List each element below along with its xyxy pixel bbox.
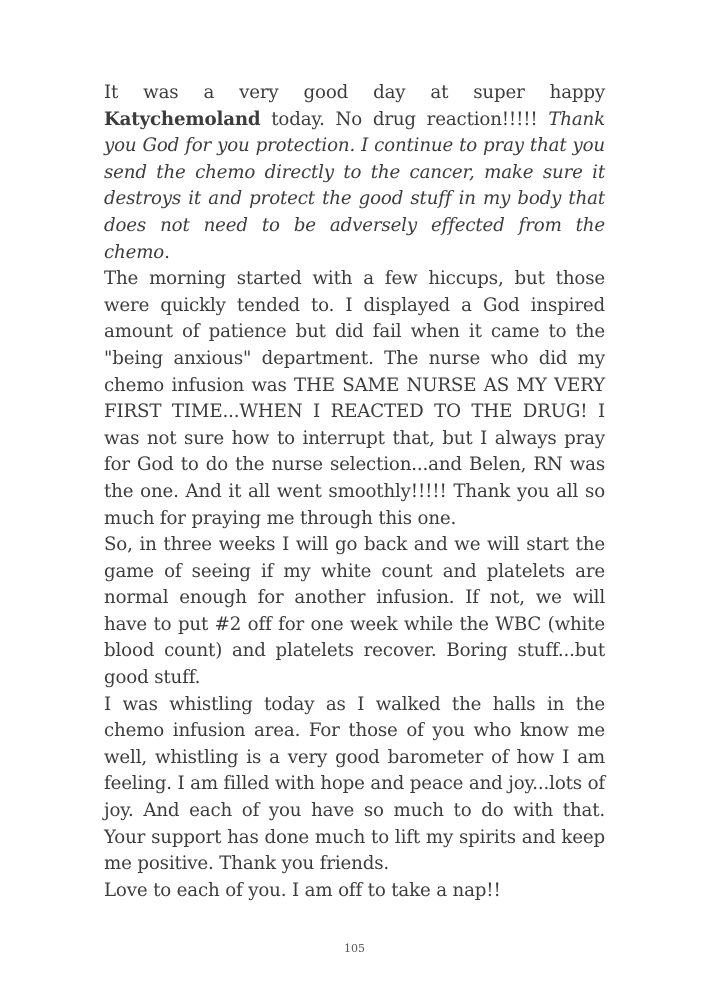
paragraph-2: The morning started with a few hiccups, but those were quickly tended to. I displayed a God inspired amount of patience but did fail when it came to the "being anxious" department. The nurse who did my chemo infusion was THE SAME NURSE AS MY VERY FIRST TIME...WHEN I REACTED TO THE DRUG! I was not sure how to interrupt that, but I always pray for God to do the nurse selection...and Belen, RN was the one. And it all went smoothly!!!!! Thank you all so much for praying me through this one. xyxy=(104,268,605,529)
p1-text-end: . xyxy=(164,241,170,263)
paragraph-3: So, in three weeks I will go back and we will start the game of seeing if my white count and platelets are normal enough for another infusion. If not, we will have to put #2 off for one week while the WBC (white blood count) and platelets recover. Boring stuff...but good stuff. xyxy=(104,534,605,689)
p1-text-start: It was a very good day at super happy xyxy=(104,82,605,103)
paragraph-5: Love to each of you. I am off to take a nap!! xyxy=(104,879,501,901)
p1-text-middle: today. No drug reaction!!!!! xyxy=(260,108,549,130)
p1-bold-name: Katychemoland xyxy=(104,108,261,130)
paragraph-4: I was whistling today as I walked the halls in the chemo infusion area. For those of you who know me well, whistling is a very good barometer of how I am feeling. I am filled with hope and peace and joy...lots of joy. And each of you have so much to do with that. Your support has done much to lift my spirits and keep me positive. Thank you friends. xyxy=(104,693,605,875)
p1-italic-prayer: Thank you God for you protection. I continue to pray that you send the chemo directly to the cancer, make sure it destroys it and protect the good stuff in my body that does not need to be adversely effected from the chemo xyxy=(104,108,605,263)
page-number: 105 xyxy=(344,942,365,955)
paragraph-1 xyxy=(104,80,605,266)
page-body xyxy=(104,80,605,904)
